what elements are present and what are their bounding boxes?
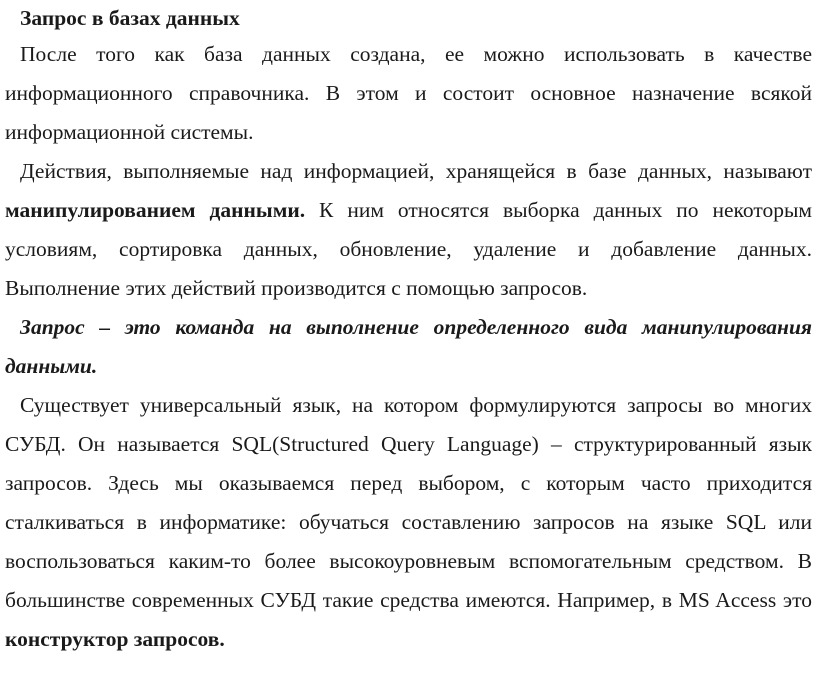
paragraph-4-text-2: Например, в MS Access это bbox=[550, 588, 813, 612]
query-definition: Запрос – это команда на выполнение определенного вида манипулирования данными. bbox=[5, 315, 812, 378]
paragraph-2-text-1: Действия, выполняемые над информацией, хранящейся в базе данных, называют bbox=[20, 159, 812, 183]
term-data-manipulation: манипулированием данными. bbox=[5, 198, 306, 222]
paragraph-2 bbox=[5, 152, 812, 308]
term-query-builder: конструктор запросов. bbox=[5, 627, 225, 651]
document-title: Запрос в базах данных bbox=[20, 6, 240, 30]
paragraph-2-text-2: К ним относятся выборка данных по некоторым условиям, сортировка данных, обновление, удаление и добавление данных. Выполнение этих действий производится с помощью запросов. bbox=[5, 198, 812, 300]
paragraph-1: После того как база данных создана, ее можно использовать в качестве информационного справочника. В этом и состоит основное назначение всякой информационной системы. bbox=[5, 42, 812, 144]
paragraph-4-text: Существует универсальный язык, на котором формулируются запросы во многих СУБД. Он называется SQL(Structured Query Language) – структурированный язык запросов. Здесь мы оказываемся перед выбором, с которым часто приходится сталкиваться в информатике: обучаться составлению запросов на языке SQL или воспользоваться каким-то более высокоуровневым вспомогательным средством. В большинстве современных СУБД такие средства имеются. bbox=[5, 393, 812, 612]
paragraph-4 bbox=[5, 386, 812, 659]
